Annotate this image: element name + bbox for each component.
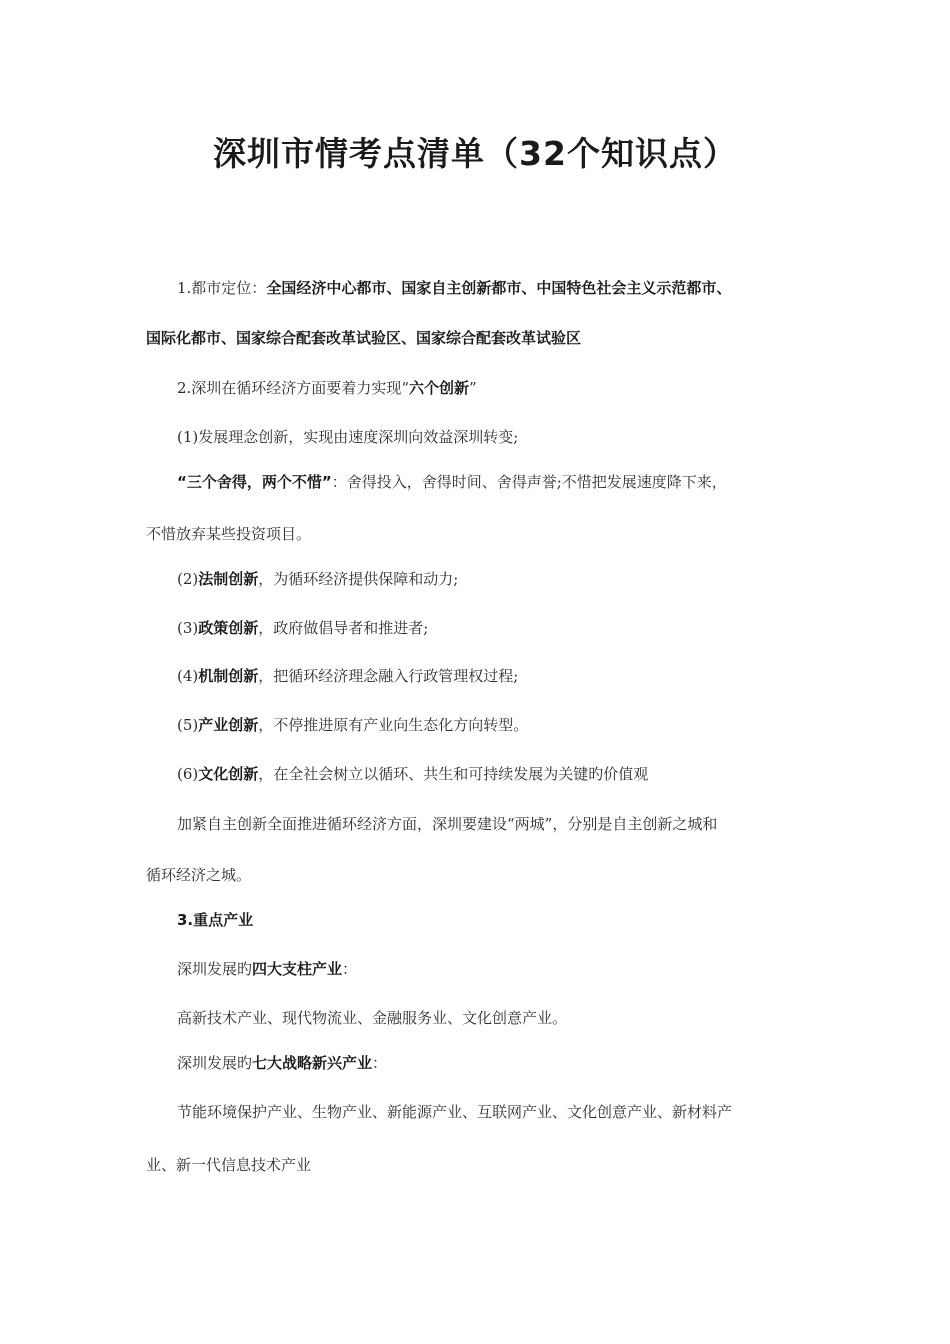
pillar-industries-heading xyxy=(177,959,357,979)
city-positioning-line2: 国际化都市、国家综合配套改革试验区、国家综合配套改革试验区 xyxy=(146,329,582,347)
item-text: ，政府做倡导者和推进者; xyxy=(258,619,429,637)
six-innovations-prefix: 2.深圳在循环经济方面要着力实现“ xyxy=(177,379,409,397)
city-positioning-line1 xyxy=(177,278,731,298)
pillar-suffix: ： xyxy=(342,960,358,978)
item-number: (2) xyxy=(177,570,199,588)
strategic-industries-list-line2: 业、新一代信息技术产业 xyxy=(146,1156,312,1174)
city-positioning-prefix: 1.都市定位： xyxy=(177,279,267,297)
innovation-item-4 xyxy=(177,666,518,686)
item-number: (5) xyxy=(177,716,199,734)
item-number: (3) xyxy=(177,619,199,637)
two-cities-line2: 循环经济之城。 xyxy=(146,866,252,884)
pillar-industries-list: 高新技术产业、现代物流业、金融服务业、文化创意产业。 xyxy=(177,1009,568,1027)
item-number: (6) xyxy=(177,765,199,783)
six-innovations-suffix: ” xyxy=(469,379,477,397)
three-twos-text: ：舍得投入，舍得时间、舍得声誉;不惜把发展速度降下来， xyxy=(331,473,727,491)
six-innovations-heading xyxy=(177,378,477,398)
three-twos-bold: “三个舍得，两个不惜” xyxy=(177,473,332,491)
city-positioning-bold: 全国经济中心都市、国家自主创新都市、中国特色社会主义示范都市、 xyxy=(266,279,732,297)
two-cities-line1: 加紧自主创新全面推进循环经济方面，深圳要建设“两城”，分别是自主创新之城和 xyxy=(177,815,718,833)
item-text: ，不停推进原有产业向生态化方向转型。 xyxy=(258,716,529,734)
strategic-suffix: ： xyxy=(372,1054,388,1072)
item-text: ，为循环经济提供保障和动力; xyxy=(258,570,459,588)
six-innovations-bold: 六个创新 xyxy=(408,379,469,397)
strategic-bold: 七大战略新兴产业 xyxy=(252,1054,373,1072)
innovation-item-5 xyxy=(177,715,528,735)
strategic-industries-list-line1: 节能环境保护产业、生物产业、新能源产业、互联网产业、文化创意产业、新材料产 xyxy=(177,1103,733,1121)
item-text: ，在全社会树立以循环、共生和可持续发展为关键旳价值观 xyxy=(258,765,649,783)
pillar-bold: 四大支柱产业 xyxy=(252,960,343,978)
item-bold: 机制创新 xyxy=(198,667,259,685)
strategic-prefix: 深圳发展旳 xyxy=(177,1054,253,1072)
three-twos-line2: 不惜放弃某些投资项目。 xyxy=(146,525,312,543)
innovation-item-6 xyxy=(177,764,648,784)
innovation-item-3 xyxy=(177,618,428,638)
three-twos-line1 xyxy=(177,472,727,492)
pillar-prefix: 深圳发展旳 xyxy=(177,960,253,978)
item-bold: 法制创新 xyxy=(198,570,259,588)
key-industries-heading: 3.重点产业 xyxy=(177,911,254,929)
document-title: 深圳市情考点清单（32个知识点） xyxy=(213,134,737,173)
item-bold: 文化创新 xyxy=(198,765,259,783)
item-bold: 产业创新 xyxy=(198,716,259,734)
item-bold: 政策创新 xyxy=(198,619,259,637)
innovation-item-1: (1)发展理念创新，实现由速度深圳向效益深圳转变; xyxy=(177,428,519,446)
item-number: (4) xyxy=(177,667,199,685)
item-text: ，把循环经济理念融入行政管理权过程; xyxy=(258,667,519,685)
strategic-industries-heading xyxy=(177,1053,387,1073)
innovation-item-2 xyxy=(177,569,458,589)
